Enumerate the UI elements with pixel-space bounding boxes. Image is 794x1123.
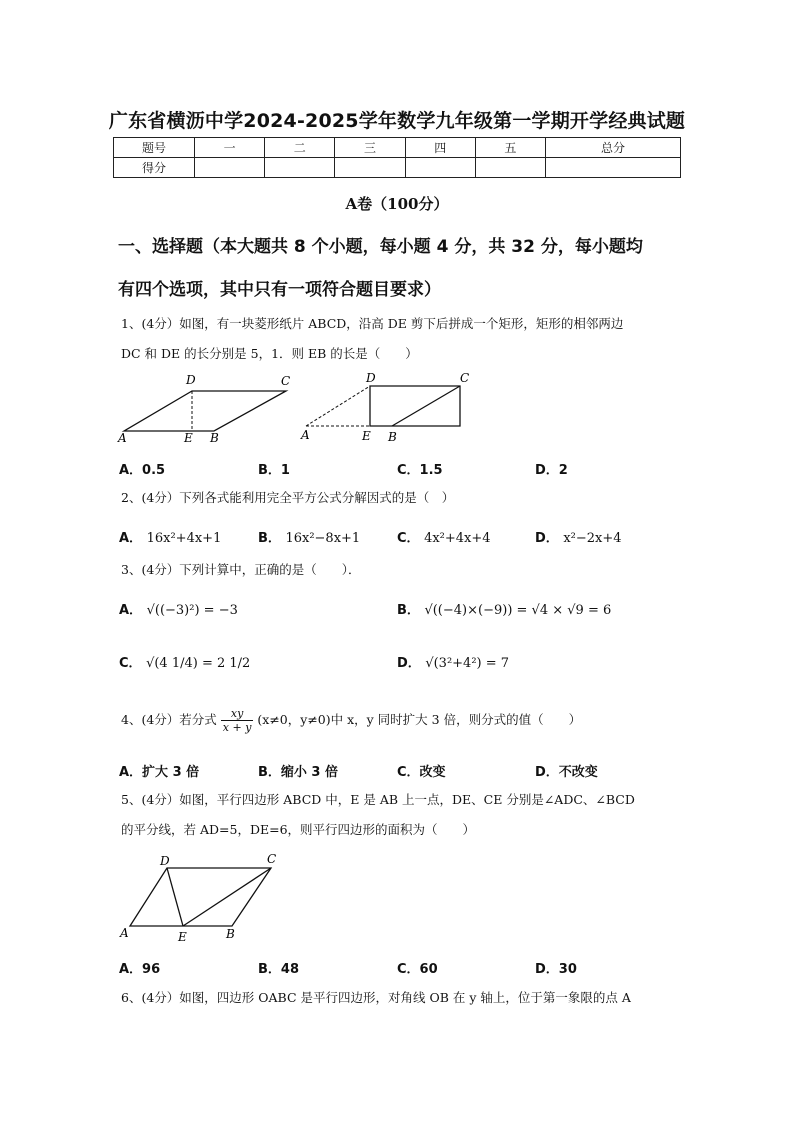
q3-option-a[interactable]: [119, 599, 238, 618]
q1-right-label-d: D: [366, 371, 376, 385]
q2-option-a-expr: 16x²+4x+1: [146, 531, 222, 546]
q6-stem-line1: 6、(4分）如图，四边形 OABC 是平行四边形，对角线 OB 在 y 轴上，位于第一象限的点 A: [121, 990, 631, 1005]
q1-left-label-b: B: [210, 431, 219, 445]
q3-option-d-expr: √(3²+4²) = 7: [425, 656, 510, 671]
q3-option-d-label: D．: [397, 656, 421, 671]
q3-stem: 3、(4分）下列计算中，正确的是（ ）．: [121, 562, 361, 577]
q1-rectangle-figure: [300, 371, 469, 444]
q1-option-c[interactable]: C．1.5: [397, 463, 443, 478]
q3-option-a-label: A．: [119, 603, 143, 618]
q4-fraction: [221, 707, 254, 734]
q5-stem-line2: 的平分线，若 AD=5，DE=6，则平行四边形的面积为（ ）: [121, 822, 476, 837]
q1-left-label-d: D: [186, 373, 196, 387]
q4-option-b[interactable]: B．缩小 3 倍: [258, 765, 339, 780]
score-cell[interactable]: [195, 158, 265, 178]
q5-option-d[interactable]: D．30: [535, 962, 577, 977]
q2-option-d[interactable]: [535, 527, 622, 546]
q1-right-label-b: B: [388, 430, 397, 444]
score-header-cell: 五: [475, 138, 545, 158]
q3-option-a-expr: √((−3)²) = −3: [146, 603, 238, 618]
q3-option-b[interactable]: [397, 599, 611, 618]
q2-option-b-expr: 16x²−8x+1: [285, 531, 361, 546]
q1-right-label-a: A: [301, 428, 310, 442]
q3-option-c-label: C．: [119, 656, 142, 671]
score-table-score-row: [114, 158, 681, 178]
q2-option-b-label: B．: [258, 531, 281, 546]
q5-label-a: A: [120, 926, 129, 940]
score-header-cell: 一: [195, 138, 265, 158]
q4-fraction-denominator: x + y: [222, 721, 252, 734]
q4-stem: [121, 705, 687, 735]
score-cell[interactable]: [475, 158, 545, 178]
q2-option-d-label: D．: [535, 531, 559, 546]
q5-label-e: E: [178, 930, 187, 944]
q2-option-a-label: A．: [119, 531, 143, 546]
q5-option-b[interactable]: B．48: [258, 962, 299, 977]
q1-option-d[interactable]: D．2: [535, 463, 568, 478]
score-table-header-row: [114, 138, 681, 158]
q3-option-b-label: B．: [397, 603, 420, 618]
q1-stem-line1: 1、(4分）如图，有一块菱形纸片 ABCD，沿高 DE 剪下后拼成一个矩形，矩形的相邻两边: [121, 316, 624, 331]
q5-figure: [114, 848, 294, 944]
q1-option-b[interactable]: B．1: [258, 463, 290, 478]
q2-stem: 2、(4分）下列各式能利用完全平方公式分解因式的是（ ）: [121, 490, 455, 505]
q3-option-c[interactable]: [119, 652, 250, 671]
score-table: [113, 137, 681, 178]
q4-option-c[interactable]: C．改变: [397, 765, 446, 780]
q5-label-b: B: [226, 927, 235, 941]
q5-label-c: C: [267, 852, 277, 866]
q1-right-label-c: C: [460, 371, 470, 385]
q1-right-label-e: E: [362, 429, 371, 443]
q1-option-a[interactable]: A．0.5: [119, 463, 166, 478]
q1-figure: [114, 370, 474, 450]
volume-heading: A卷（100分）: [345, 195, 449, 213]
section-heading-line2: 有四个选项，其中只有一项符合题目要求）: [118, 280, 441, 300]
q2-option-b[interactable]: [258, 527, 360, 546]
q3-option-c-expr: √(4 1/4) = 2 1/2: [146, 656, 251, 671]
q2-option-c-expr: 4x²+4x+4: [424, 531, 491, 546]
q4-option-a[interactable]: A．扩大 3 倍: [119, 765, 200, 780]
score-header-cell: 三: [335, 138, 405, 158]
q4-option-d[interactable]: D．不改变: [535, 765, 598, 780]
score-cell[interactable]: [405, 158, 475, 178]
q3-option-b-expr: √((−4)×(−9)) = √4 × √9 = 6: [424, 603, 612, 618]
q1-left-label-c: C: [281, 374, 291, 388]
score-header-cell: 四: [405, 138, 475, 158]
q1-rhombus-figure: [117, 373, 290, 445]
score-cell[interactable]: [335, 158, 405, 178]
q5-option-a[interactable]: A．96: [119, 962, 161, 977]
q2-option-d-expr: x²−2x+4: [563, 531, 622, 546]
q5-label-d: D: [160, 854, 170, 868]
q2-option-a[interactable]: [119, 527, 221, 546]
q4-stem-prefix: 4、(4分）若分式: [121, 712, 217, 727]
q5-option-c[interactable]: C．60: [397, 962, 438, 977]
q1-left-label-a: A: [118, 431, 127, 445]
q4-fraction-numerator: xy: [221, 707, 254, 721]
q5-stem-line1: 5、(4分）如图，平行四边形 ABCD 中，E 是 AB 上一点，DE、CE 分别是∠ADC、∠BCD: [121, 792, 635, 807]
score-header-cell: 题号: [114, 138, 195, 158]
score-row-label: 得分: [114, 158, 195, 178]
q4-stem-suffix: (x≠0，y≠0)中 x，y 同时扩大 3 倍，则分式的值（ ）: [257, 712, 582, 727]
page-title: 广东省横沥中学2024-2025学年数学九年级第一学期开学经典试题: [108, 110, 686, 132]
score-cell[interactable]: [546, 158, 681, 178]
q2-option-c-label: C．: [397, 531, 420, 546]
section-heading-line1: 一、选择题（本大题共 8 个小题，每小题 4 分，共 32 分，每小题均: [118, 237, 643, 257]
score-header-cell: 总分: [546, 138, 681, 158]
q3-option-d[interactable]: [397, 652, 509, 671]
score-cell[interactable]: [265, 158, 335, 178]
score-header-cell: 二: [265, 138, 335, 158]
q1-stem-line2: DC 和 DE 的长分别是 5，1．则 EB 的长是（ ）: [121, 346, 418, 361]
q1-left-label-e: E: [184, 431, 193, 445]
q2-option-c[interactable]: [397, 527, 491, 546]
